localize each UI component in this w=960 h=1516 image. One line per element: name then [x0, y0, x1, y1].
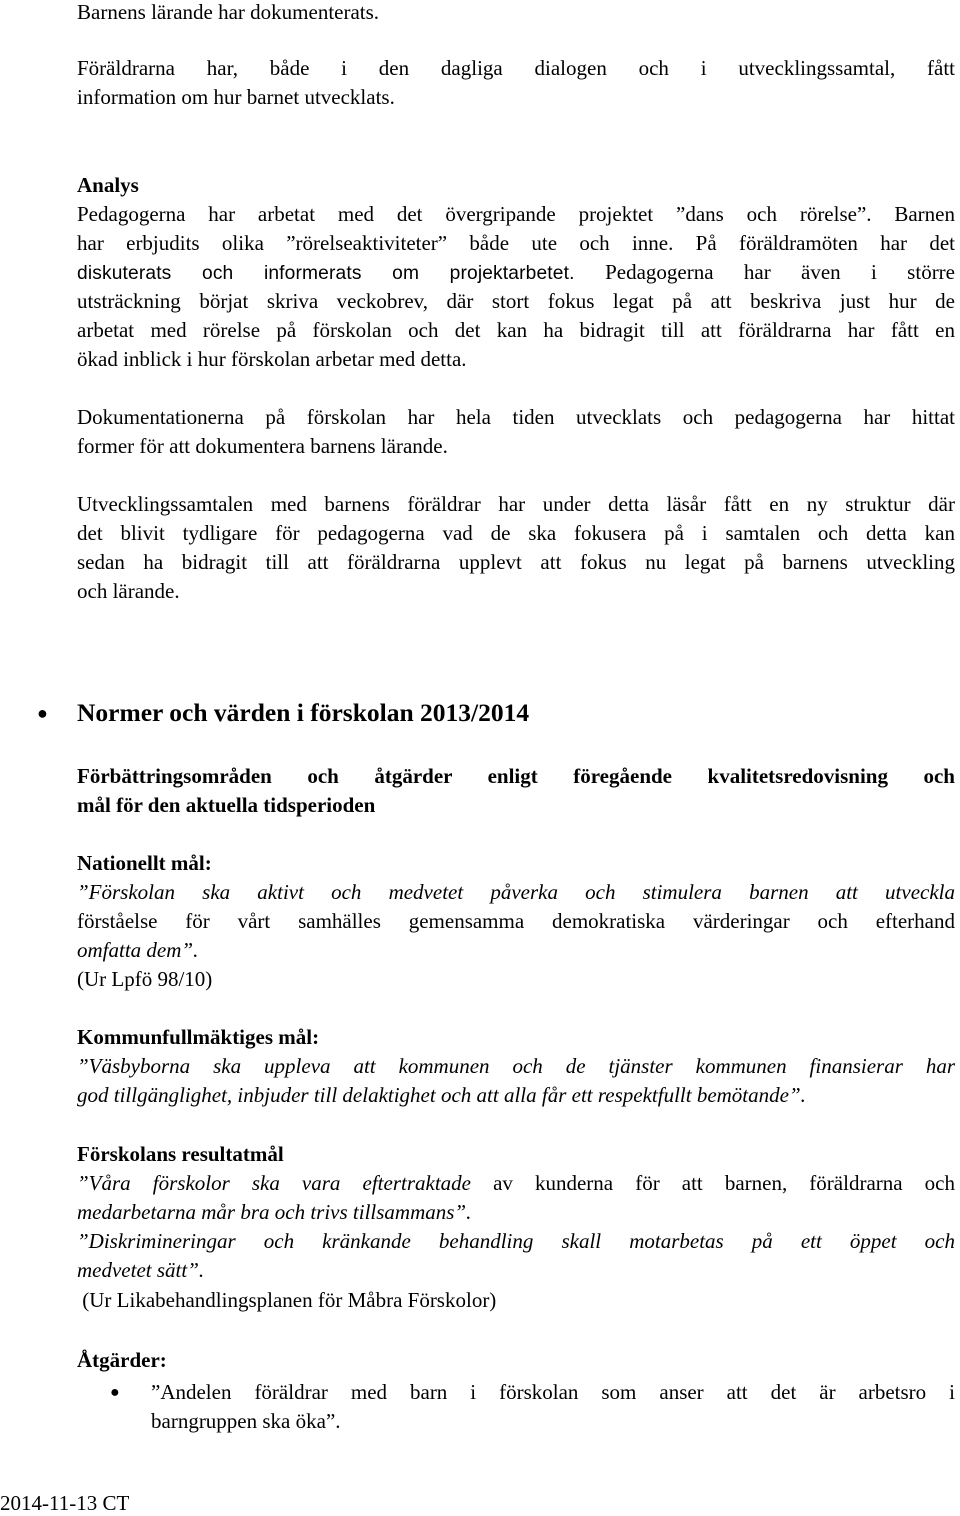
resultat-line-1-b: av kunderna för att barnen, föräldrarna och — [470, 1171, 955, 1195]
intro-paragraph-line-1: Föräldrarna har, både i den dagliga dialogen och i utvecklingssamtal, fått — [77, 56, 955, 80]
analys-line-1-text: Pedagogerna har arbetat med det övergripande projektet ”dans och rörelse”. Barnen — [77, 202, 955, 226]
atgarder-item — [151, 1378, 955, 1436]
resultat-line-3: ”Diskrimineringar och kränkande behandling skall motarbetas på ett öppet och — [77, 1229, 955, 1253]
resultat-line-1-a: ”Våra förskolor ska vara eftertraktade — [77, 1171, 471, 1195]
resultat-source: (Ur Likabehandlingsplanen för Måbra Förskolor) — [77, 1288, 497, 1312]
analys-line-2: har erbjudits olika ”rörelseaktiviteter” både ute och inne. På föräldramöten har det — [77, 231, 955, 255]
intro-paragraph-line-2: information om hur barnet utvecklats. — [77, 85, 395, 109]
dokumentation-line-2: former för att dokumentera barnens lärande. — [77, 434, 448, 458]
atgarder-heading: Åtgärder: — [77, 1348, 167, 1372]
analys-heading: Analys — [77, 173, 139, 197]
forbattring-heading-line-2: mål för den aktuella tidsperioden — [77, 793, 376, 817]
utvecklingssamtal-line-1: Utvecklingssamtalen med barnens föräldrar har under detta läsår fått en ny struktur där — [77, 492, 955, 516]
section-heading: Normer och värden i förskolan 2013/2014 — [77, 698, 530, 727]
analys-line-3 — [77, 258, 955, 288]
resultat-line-4: medvetet sätt”. — [77, 1258, 205, 1282]
resultat-line-2: medarbetarna mår bra och trivs tillsammans”. — [77, 1200, 472, 1224]
nationellt-heading: Nationellt mål: — [77, 851, 212, 875]
forbattring-heading-line-1: Förbättringsområden och åtgärder enligt föregående kvalitetsredovisning och — [77, 764, 955, 788]
analys-line-3-a: diskuterats och informerats om projektarbetet. — [77, 263, 575, 284]
dokumentation-line-1: Dokumentationerna på förskolan har hela tiden utvecklats och pedagogerna har hittat — [77, 405, 955, 429]
nationellt-line-3: omfatta dem”. — [77, 938, 199, 962]
utvecklingssamtal-line-4: och lärande. — [77, 579, 180, 603]
atgarder-item-line-1: ”Andelen föräldrar med barn i förskolan som anser att det är arbetsro i — [151, 1380, 955, 1404]
analys-line-6: ökad inblick i hur förskolan arbetar med detta. — [77, 347, 467, 371]
resultat-line-1 — [77, 1169, 955, 1198]
analys-line-1 — [77, 200, 955, 229]
atgarder-bullet-icon: ● — [110, 1384, 120, 1401]
utvecklingssamtal-line-3: sedan ha bidragit till att föräldrarna upplevt att fokus nu legat på barnens utveckling — [77, 550, 955, 574]
resultat-heading: Förskolans resultatmål — [77, 1142, 284, 1166]
kommun-heading: Kommunfullmäktiges mål: — [77, 1025, 320, 1049]
kommun-line-2: god tillgänglighet, inbjuder till delaktighet och att alla får ett respektfullt bemötande”. — [77, 1083, 806, 1107]
nationellt-line-1: ”Förskolan ska aktivt och medvetet påverka och stimulera barnen att utveckla — [77, 880, 955, 904]
analys-line-5: arbetat med rörelse på förskolan och det kan ha bidragit till att föräldrarna har fått en — [77, 318, 955, 342]
footer-date: 2014-11-13 CT — [0, 1491, 130, 1515]
section-bullet-icon: ● — [37, 703, 48, 723]
nationellt-source: (Ur Lpfö 98/10) — [77, 967, 213, 991]
nationellt-line-2: förståelse för vårt samhälles gemensamma demokratiska värderingar och efterhand — [77, 909, 955, 933]
atgarder-item-line-2: barngruppen ska öka”. — [151, 1409, 341, 1433]
intro-line: Barnens lärande har dokumenterats. — [77, 0, 380, 24]
analys-line-3-b: Pedagogerna har även i större — [605, 260, 955, 284]
utvecklingssamtal-line-2: det blivit tydligare för pedagogerna vad de ska fokusera på i samtalen och detta kan — [77, 521, 955, 545]
analys-line-4: utsträckning börjat skriva veckobrev, där stort fokus legat på att beskriva just hur de — [77, 289, 955, 313]
kommun-line-1: ”Väsbyborna ska uppleva att kommunen och de tjänster kommunen finansierar har — [77, 1054, 955, 1078]
